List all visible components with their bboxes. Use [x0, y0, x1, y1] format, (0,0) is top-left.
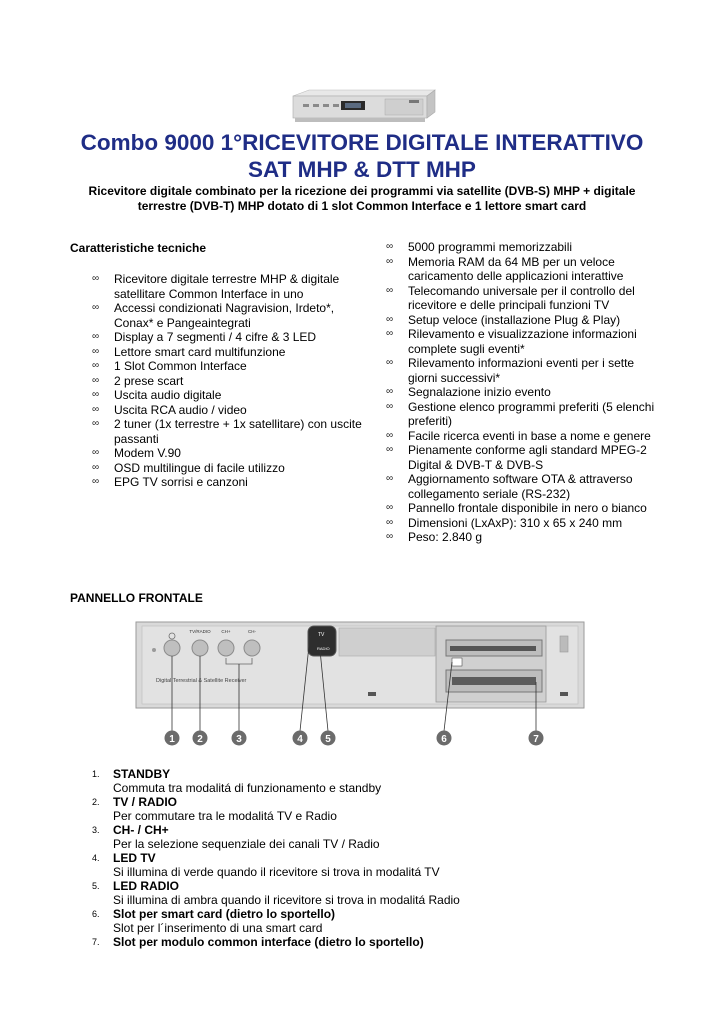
callout-7: 7 — [533, 734, 539, 745]
spec-item — [386, 429, 662, 444]
legend-description: Si illumina di ambra quando il ricevitore si trova in modalitá Radio — [113, 893, 460, 907]
spec-text: Aggiornamento software OTA & attraverso collegamento seriale (RS-232) — [408, 472, 633, 501]
specs-heading: Caratteristiche tecniche — [70, 241, 207, 255]
legend-item — [70, 907, 670, 935]
legend-number: 1. — [92, 769, 100, 779]
spec-item — [386, 501, 662, 516]
spec-text: Uscita audio digitale — [114, 388, 222, 402]
spec-item — [386, 356, 662, 385]
spec-item — [92, 359, 362, 374]
spec-item — [386, 400, 662, 429]
spec-item — [386, 313, 662, 328]
document-title-line-2: SAT MHP & DTT MHP — [248, 157, 476, 182]
device-caption: Digital Terrestrial & Satellite Receiver — [156, 678, 247, 684]
bullet-icon: ∞ — [92, 447, 100, 458]
spec-item — [92, 446, 362, 461]
legend-description: Per la selezione sequenziale dei canali TV / Radio — [113, 837, 380, 851]
spec-text: Setup veloce (installazione Plug & Play) — [408, 312, 621, 327]
spec-text: Modem V.90 — [114, 446, 181, 460]
bullet-icon: ∞ — [386, 400, 394, 412]
spec-item — [386, 472, 662, 501]
spec-text: 5000 programmi memorizzabili — [408, 240, 573, 254]
button-label-ch-plus: CH+ — [221, 629, 231, 634]
legend-title: LED TV — [113, 851, 156, 865]
spec-item — [92, 388, 362, 403]
bullet-icon: ∞ — [386, 241, 394, 252]
legend-description: Commuta tra modalitá di funzionamento e standby — [113, 781, 382, 795]
legend-title: STANDBY — [113, 767, 171, 781]
bullet-icon: ∞ — [386, 313, 394, 325]
bullet-icon: ∞ — [92, 476, 100, 487]
spec-text: Lettore smart card multifunzione — [114, 344, 286, 359]
document-subtitle-line-2: terrestre (DVB-T) MHP dotato di 1 slot Common Interface e 1 lettore smart card — [137, 199, 587, 213]
specs-list-left — [92, 272, 362, 490]
spec-item — [386, 327, 662, 356]
legend-title: LED RADIO — [113, 879, 179, 893]
legend-item — [70, 795, 670, 823]
specs-list-right — [386, 240, 662, 545]
spec-item — [386, 255, 662, 284]
legend-number: 3. — [92, 825, 100, 835]
callout-1: 1 — [169, 734, 175, 745]
spec-item — [386, 240, 662, 255]
callout-5: 5 — [325, 734, 331, 745]
spec-item — [92, 403, 362, 418]
spec-item — [92, 301, 362, 330]
bullet-icon: ∞ — [92, 345, 100, 357]
legend-description: Si illumina di verde quando il ricevitore si trova in modalitá TV — [113, 865, 440, 879]
spec-text: 2 tuner (1x terrestre + 1x satellitare) con uscite passanti — [114, 417, 362, 446]
legend-title: Slot per modulo common interface (dietro lo sportello) — [113, 935, 424, 949]
spec-text: Rilevamento informazioni eventi per i sette giorni successivi* — [408, 356, 635, 385]
spec-text: Accessi condizionati Nagravision, Irdeto*, Conax* e Pangeaintegrati — [114, 301, 335, 330]
spec-text: Peso: 2.840 g — [408, 530, 483, 544]
spec-text: Gestione elenco programmi preferiti (5 elenchi preferiti) — [408, 399, 655, 428]
bullet-icon: ∞ — [386, 284, 394, 296]
legend-title: TV / RADIO — [113, 795, 178, 809]
spec-text: Pienamente conforme agli standard MPEG-2 Digital & DVB-T & DVB-S — [408, 443, 647, 472]
bullet-icon: ∞ — [92, 403, 100, 415]
bullet-icon: ∞ — [386, 502, 394, 513]
bullet-icon: ∞ — [92, 273, 100, 284]
spec-item — [386, 516, 662, 531]
spec-item — [92, 475, 362, 490]
document-subtitle-line-1: Ricevitore digitale combinato per la ricezione dei programmi via satellite (DVB-S) MHP + digitale — [88, 184, 636, 198]
bullet-icon: ∞ — [92, 418, 100, 429]
button-label-ch-minus: CH- — [248, 629, 256, 634]
legend-number: 2. — [92, 797, 100, 807]
legend-item — [70, 879, 670, 907]
spec-text: Segnalazione inizio evento — [408, 385, 551, 399]
spec-text: Memoria RAM da 64 MB per un veloce caricamento delle applicazioni interattive — [408, 254, 624, 283]
legend-item — [70, 851, 670, 879]
button-label-tv-radio: TV/RADIO — [189, 629, 211, 634]
bullet-icon: ∞ — [386, 328, 394, 339]
spec-text: OSD multilingue di facile utilizzo — [114, 460, 285, 475]
bullet-icon: ∞ — [386, 255, 394, 267]
legend-title: CH- / CH+ — [113, 823, 169, 837]
legend-number: 5. — [92, 881, 100, 891]
legend-description: Per commutare tra le modalitá TV e Radio — [113, 809, 337, 823]
bullet-icon: ∞ — [386, 444, 394, 455]
spec-item — [92, 417, 362, 446]
spec-text: Dimensioni (LxAxP): 310 x 65 x 240 mm — [408, 515, 623, 530]
bullet-icon: ∞ — [92, 302, 100, 313]
front-panel-heading: PANNELLO FRONTALE — [70, 591, 203, 605]
spec-item — [386, 284, 662, 313]
legend-title: Slot per smart card (dietro lo sportello) — [113, 907, 336, 921]
legend-item — [70, 935, 670, 949]
bullet-icon: ∞ — [92, 389, 100, 400]
led-label-radio: RADIO — [317, 646, 330, 651]
callout-6: 6 — [441, 734, 447, 745]
spec-item — [92, 272, 362, 301]
spec-text: Facile ricerca eventi in base a nome e genere — [408, 428, 651, 443]
document-title-line-1: Combo 9000 1°RICEVITORE DIGITALE INTERATTIVO — [80, 130, 644, 155]
led-label-tv: TV — [318, 632, 325, 638]
legend-number: 7. — [92, 937, 100, 947]
spec-item — [92, 345, 362, 360]
bullet-icon: ∞ — [92, 374, 100, 386]
bullet-icon: ∞ — [386, 473, 394, 484]
spec-text: EPG TV sorrisi e canzoni — [114, 475, 248, 489]
spec-text: 1 Slot Common Interface — [114, 359, 247, 373]
bullet-icon: ∞ — [92, 461, 100, 473]
bullet-icon: ∞ — [386, 386, 394, 397]
spec-text: Uscita RCA audio / video — [114, 402, 247, 417]
spec-item — [386, 443, 662, 472]
receiver-thumbnail-image — [289, 88, 437, 130]
spec-text: Display a 7 segmenti / 4 cifre & 3 LED — [114, 330, 317, 344]
legend-item — [70, 767, 670, 795]
spec-item — [92, 330, 362, 345]
spec-item — [386, 385, 662, 400]
spec-item — [386, 530, 662, 545]
spec-text: Telecomando universale per il controllo del ricevitore e delle principali funzioni TV — [408, 283, 635, 312]
spec-item — [92, 374, 362, 389]
front-panel-diagram — [134, 620, 586, 750]
bullet-icon: ∞ — [386, 429, 394, 441]
bullet-icon: ∞ — [92, 360, 100, 371]
front-panel-legend — [70, 767, 670, 949]
bullet-icon: ∞ — [386, 531, 394, 542]
bullet-icon: ∞ — [386, 516, 394, 528]
legend-number: 4. — [92, 853, 100, 863]
legend-description: Slot per l´inserimento di una smart card — [113, 921, 323, 935]
callout-2: 2 — [197, 734, 203, 745]
spec-item — [92, 461, 362, 476]
bullet-icon: ∞ — [92, 331, 100, 342]
spec-text: Pannello frontale disponibile in nero o bianco — [408, 501, 647, 515]
bullet-icon: ∞ — [386, 357, 394, 368]
callout-4: 4 — [297, 734, 303, 745]
spec-text: Rilevamento e visualizzazione informazioni complete sugli eventi* — [408, 327, 637, 356]
callout-3: 3 — [236, 734, 242, 745]
spec-text: 2 prese scart — [114, 373, 184, 388]
spec-text: Ricevitore digitale terrestre MHP & digitale satellitare Common Interface in uno — [114, 272, 340, 301]
legend-item — [70, 823, 670, 851]
legend-number: 6. — [92, 909, 100, 919]
